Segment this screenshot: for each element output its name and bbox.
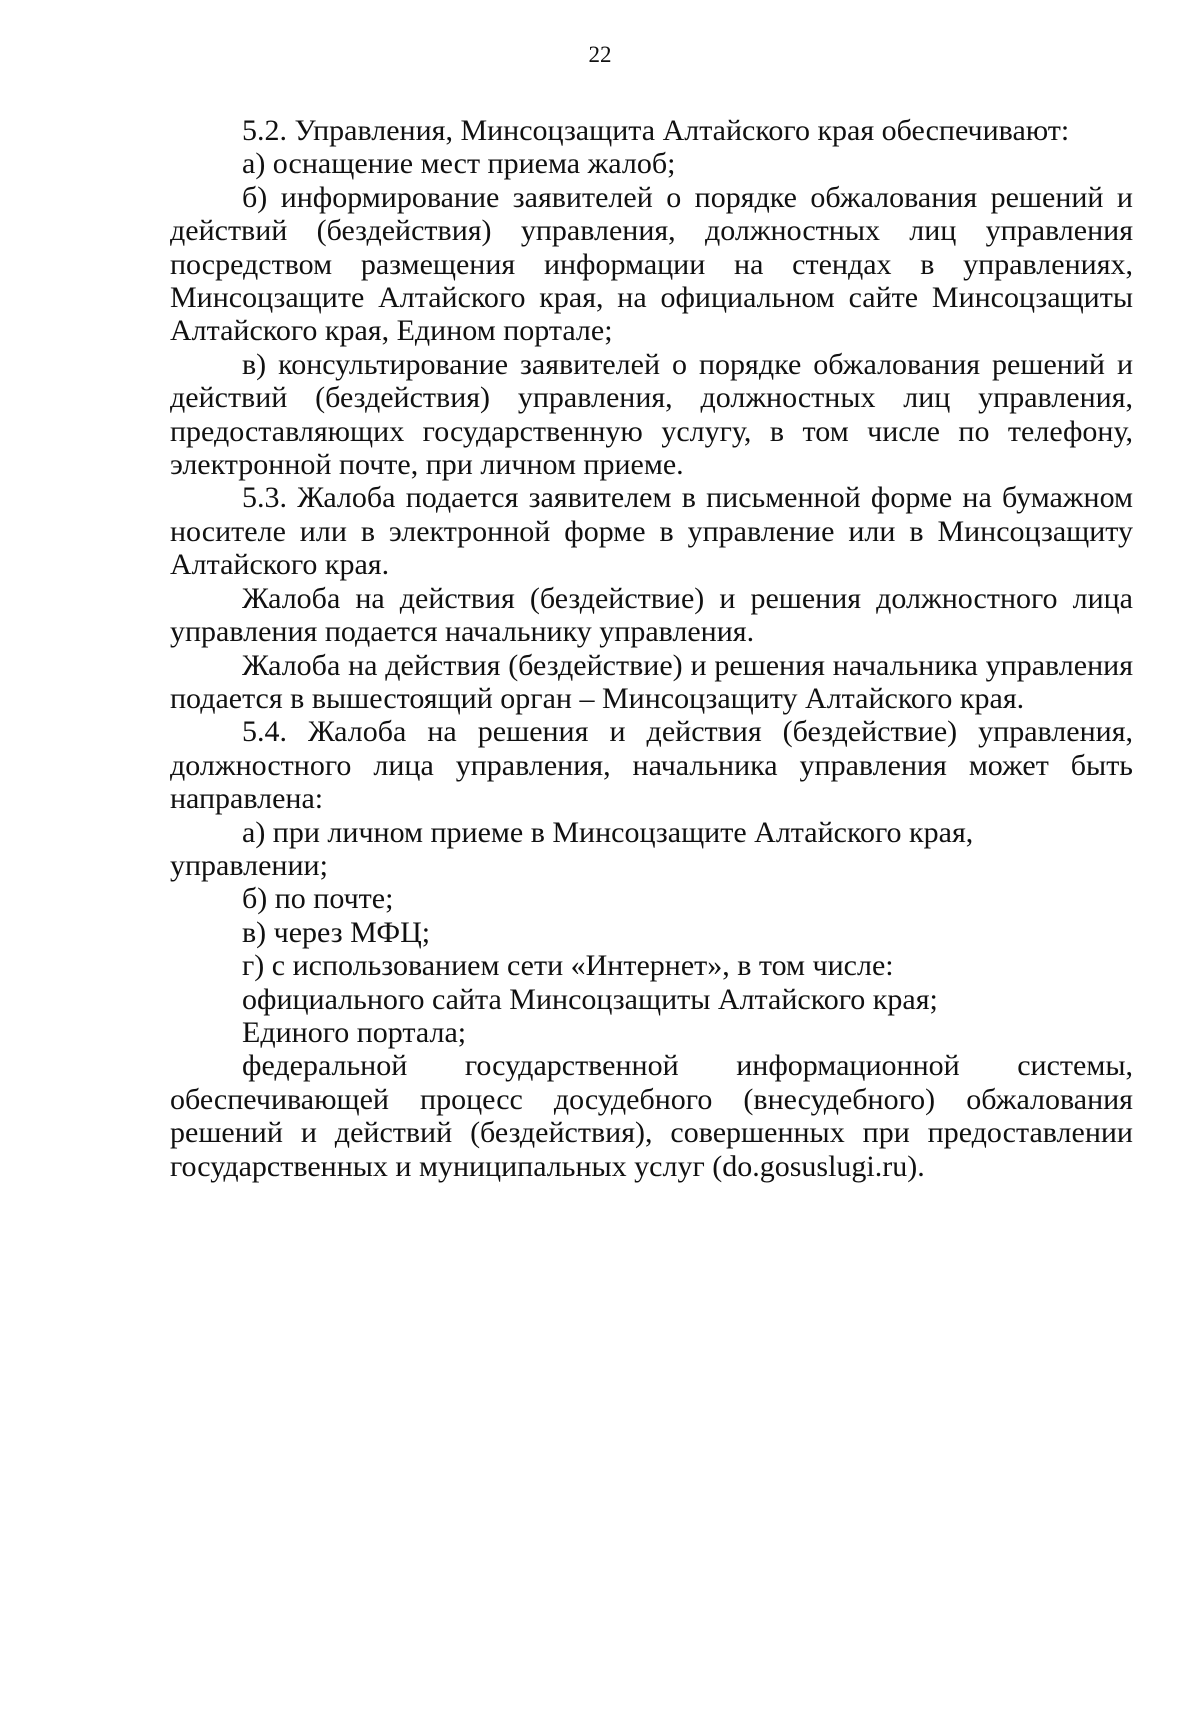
paragraph-5-4-a: а) при личном приеме в Минсоцзащите Алтайского края, управлении; (170, 815, 974, 882)
paragraph-5-3-official: Жалоба на действия (бездействие) и решения должностного лица управления подается начальнику управления. (170, 581, 1133, 649)
paragraph-5-4-v: в) через МФЦ; (242, 915, 431, 949)
page-number: 22 (588, 42, 612, 67)
paragraph-5-3: 5.3. Жалоба подается заявителем в письменной форме на бумажном носителе или в электронной форме в управление или в Минсоцзащиту Алтайского края. (170, 481, 1133, 582)
paragraph-5-4-b: б) по почте; (242, 882, 394, 916)
paragraph-5-2-v: в) консультирование заявителей о порядке обжалования решений и действий (бездействия) управления, должностных лиц управления, предоставляющих государственную услугу, в том числе по телефону, электронной почте, при личном приеме. (170, 347, 1133, 482)
paragraph-5-4: 5.4. Жалоба на решения и действия (бездействие) управления, должностного лица управления, начальника управления может быть направлена: (170, 715, 1133, 816)
paragraph-5-2-a: а) оснащение мест приема жалоб; (242, 147, 676, 181)
paragraph-5-2: 5.2. Управления, Минсоцзащита Алтайского края обеспечивают: (242, 114, 1070, 147)
paragraph-5-2-b: б) информирование заявителей о порядке обжалования решений и действий (бездействия) управления, должностных лиц управления посредством размещения информации на стендах в управлениях, Минсоцзащите Алтайского края, на официальном сайте Минсоцзащиты Алтайского края, Едином портале; (170, 180, 1133, 348)
paragraph-5-4-g: г) с использованием сети «Интернет», в том числе: (242, 949, 894, 983)
paragraph-unified-portal: Единого портала; (242, 1015, 467, 1049)
document-body (170, 114, 1133, 1183)
paragraph-official-site: официального сайта Минсоцзащиты Алтайского края; (242, 982, 938, 1016)
paragraph-federal-system: федеральной государственной информационной системы, обеспечивающей процесс досудебного (внесудебного) обжалования решений и действий (бездействия), совершенных при предоставлении государственных и муниципальных услуг (do.gosuslugi.ru). (170, 1049, 1133, 1183)
paragraph-5-3-head: Жалоба на действия (бездействие) и решения начальника управления подается в вышестоящий орган – Минсоцзащиту Алтайского края. (170, 648, 1133, 715)
